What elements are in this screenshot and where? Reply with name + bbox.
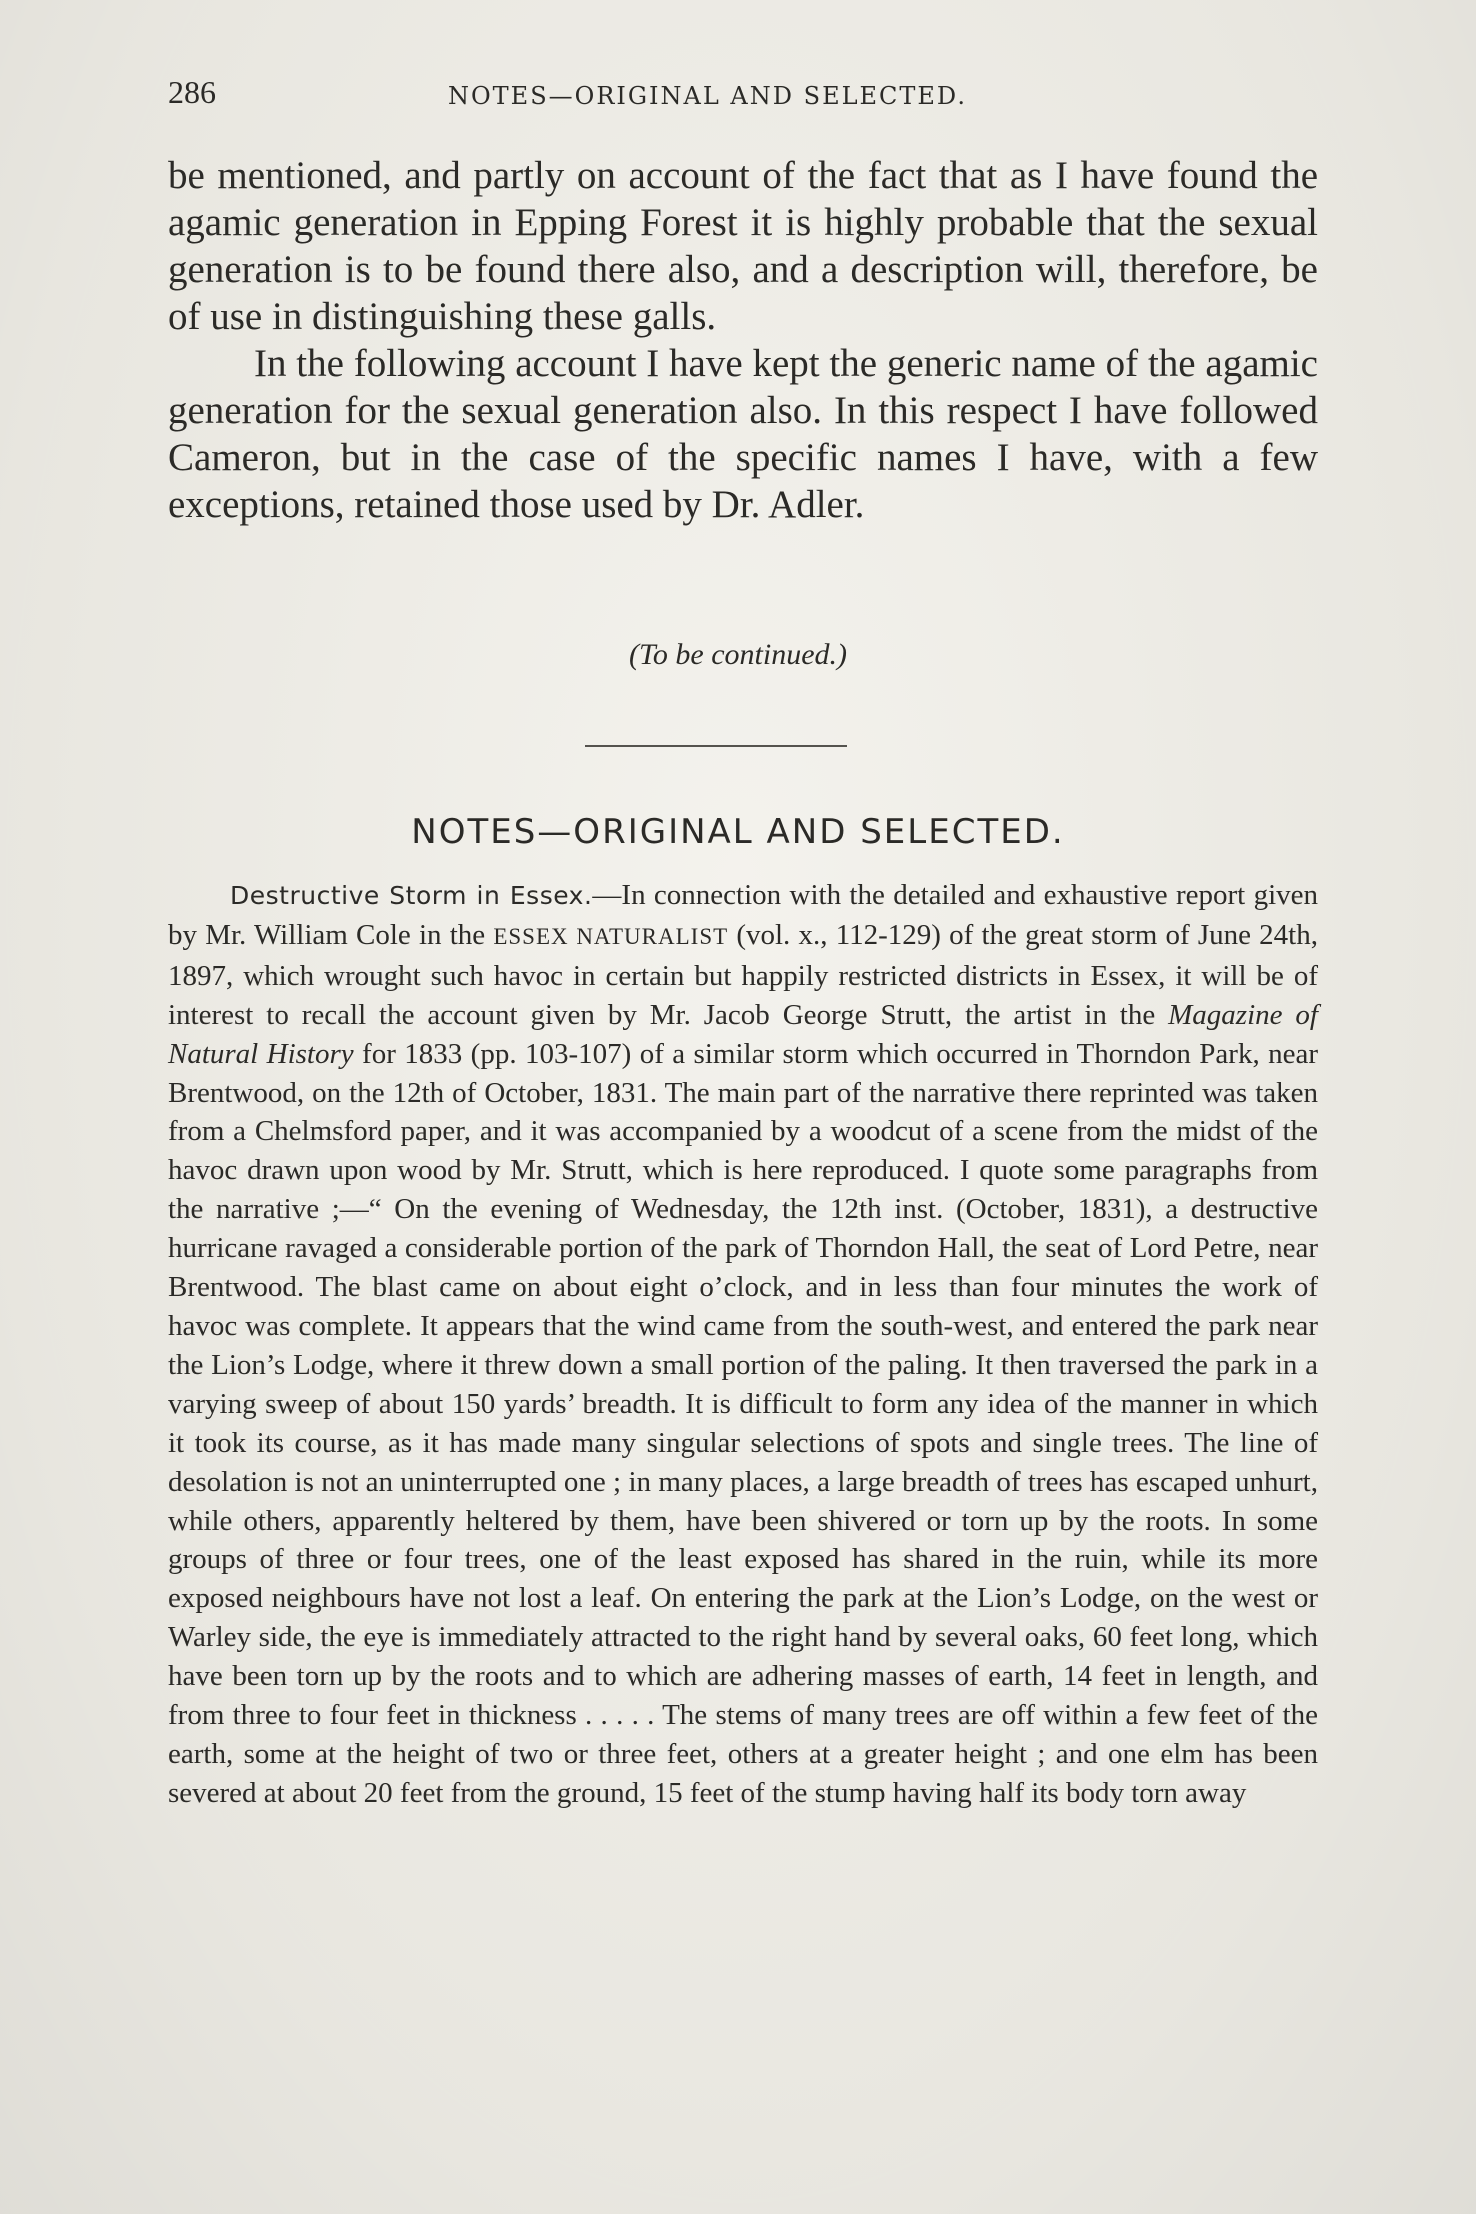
journal-name: ESSEX NATURALIST xyxy=(493,923,729,949)
section-divider xyxy=(585,745,847,747)
running-head xyxy=(168,74,1328,120)
notes-paragraph xyxy=(168,876,1318,1813)
article-text-part: —In connection with the detailed and exhaustive report given by Mr. William Cole in the xyxy=(168,879,1318,951)
section-heading: NOTES—ORIGINAL AND SELECTED. xyxy=(411,812,1065,852)
continued-paragraph: be mentioned, and partly on account of the fact that as I have found the agamic generation in Epping Forest it is highly probable that the sexual generation is to be found there also, and a description will, therefore, be of use in distinguishing these galls. xyxy=(168,154,1318,338)
article-title: Destructive Storm in Essex. xyxy=(230,881,593,910)
continued-paragraph: In the following account I have kept the generic name of the agamic generation for the sexual generation also. In this respect I have followed Cameron, but in the case of the specific names I have, with a few exceptions, retained those used by Dr. Adler. xyxy=(168,342,1318,526)
notes-article xyxy=(168,876,1318,1813)
page-number: 286 xyxy=(168,74,216,110)
magazine-name: Magazine of Natural History xyxy=(168,998,1318,1070)
article-text-part: for 1833 (pp. 103-107) of a similar storm which occurred in Thorndon Park, near Brentwood, on the 12th of October, 1831. The main part of the narrative there reprinted was taken from a Chelmsford paper, and it was accompanied by a woodcut of a scene from the midst of the havoc drawn upon wood by Mr. Strutt, which is here reproduced. I quote some paragraphs from the narrative ;—“ On the evening of Wednesday, the 12th inst. (October, 1831), a destructive hurricane ravaged a considerable portion of the park of Thorndon Hall, the seat of Lord Petre, near Brentwood. The blast came on about eight o’clock, and in less than four minutes the work of havoc was complete. It appears that the wind came from the south-west, and entered the park near the Lion’s Lodge, where it threw down a small portion of the paling. It then traversed the park in a varying sweep of about 150 yards’ breadth. It is difficult to form any idea of the manner in which it took its course, as it has made many singular selections of spots and single trees. The line of desolation is not an uninterrupted one ; in many places, a large breadth of trees has escaped unhurt, while others, apparently heltered by them, have been shivered or torn up by the roots. In some groups of three or four trees, one of the least exposed has shared in the ruin, while its more exposed neighbours have not lost a leaf. On entering the park at the Lion’s Lodge, on the west or Warley side, the eye is immediately attracted to the right hand by several oaks, 60 feet long, which have been torn up by the roots and to which are adhering masses of earth, 14 feet in length, and from three to four feet in thickness . . . . . The stems of many trees are off within a few feet of the earth, some at the height of two or three feet, others at a greater height ; and one elm has been severed at about 20 feet from the ground, 15 feet of the stump having half its body torn away xyxy=(168,1037,1318,1809)
article-text-part: (vol. x., 112-129) of the great storm of June 24th, 1897, which wrought such havoc in certain but happily restricted districts in Essex, it will be of interest to recall the account given by Mr. Jacob George Strutt, the artist in the xyxy=(168,918,1318,1031)
continued-article-text xyxy=(168,152,1318,528)
to-be-continued-note: (To be continued.) xyxy=(628,638,848,671)
running-title: NOTES—ORIGINAL AND SELECTED. xyxy=(448,82,967,110)
